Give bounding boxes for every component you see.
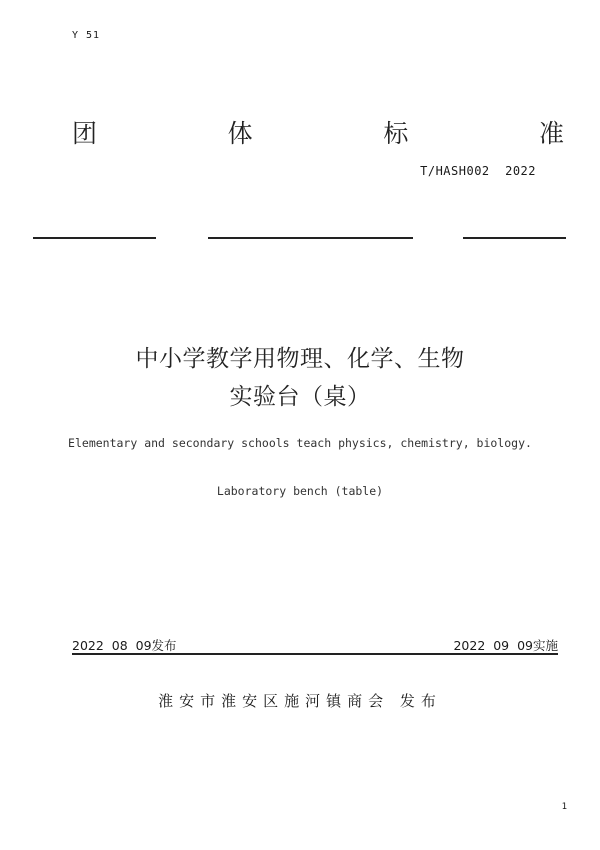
title-english-line1: Elementary and secondary schools teach physics, chemistry, biology.: [68, 436, 532, 450]
publisher: 淮安市淮安区施河镇商会 发布: [158, 692, 442, 710]
standard-number: T/HASH002 2022: [420, 164, 536, 178]
page-number: 1: [561, 802, 567, 812]
title-chinese-line1: 中小学教学用物理、化学、生物: [135, 346, 465, 372]
classification-code: Y 51: [72, 30, 101, 41]
implementation-date: 2022 09 09实施: [453, 638, 558, 653]
title-english-line2: Laboratory bench (table): [216, 484, 384, 498]
standard-type-char: 体: [227, 119, 253, 148]
header-divider: [33, 237, 566, 239]
standard-type-heading: [72, 114, 564, 148]
standard-type-char: 团: [72, 119, 98, 148]
issue-date: 2022 08 09发布: [72, 638, 177, 653]
standard-type-char: 准: [538, 119, 564, 148]
footer-divider: [72, 653, 558, 655]
title-chinese-line2: 实验台（桌）: [229, 384, 371, 410]
standard-type-char: 标: [383, 119, 409, 148]
